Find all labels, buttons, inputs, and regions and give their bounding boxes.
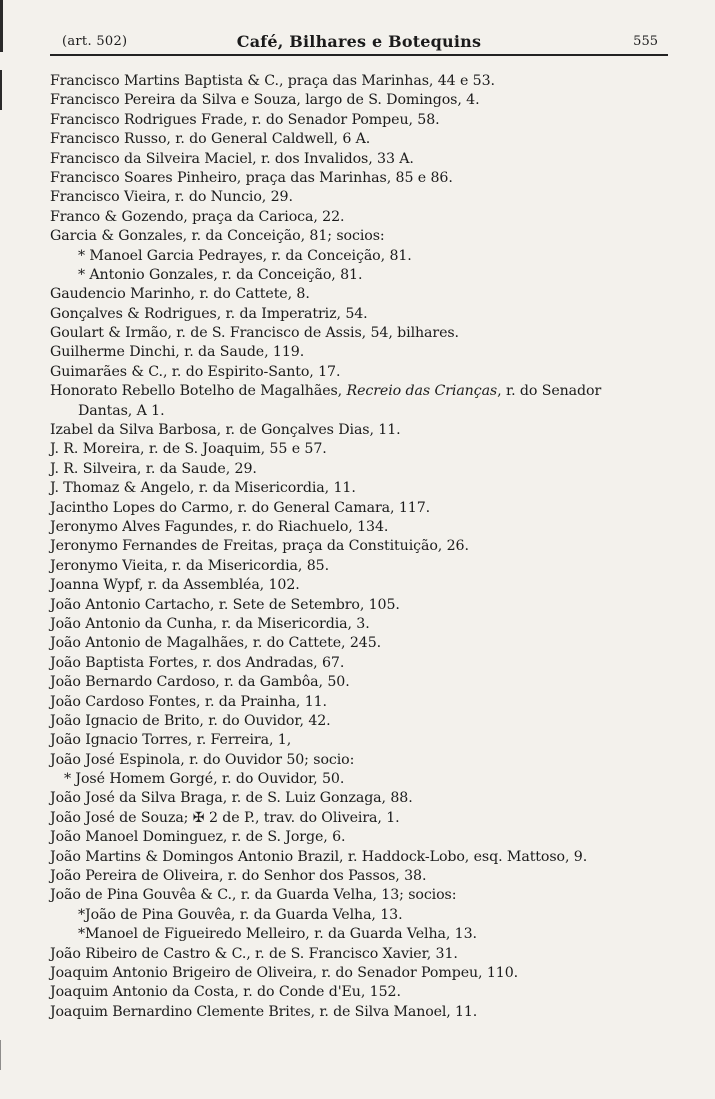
directory-entry (50, 886, 690, 905)
entry-text: Jeronymo Vieita, r. da Misericordia, 85. (50, 557, 329, 574)
directory-entry (50, 654, 690, 673)
entry-text: João José Espinola, r. do Ouvidor 50; socio: (50, 751, 355, 768)
directory-entry (50, 305, 690, 324)
directory-entry (50, 111, 690, 130)
directory-entry (50, 848, 690, 867)
directory-entry (50, 169, 690, 188)
entry-text: Joanna Wypf, r. da Assembléa, 102. (50, 577, 300, 594)
entry-text: Francisco Pereira da Silva e Souza, largo de S. Domingos, 4. (50, 92, 480, 109)
entry-text: Francisco Vieira, r. do Nuncio, 29. (50, 189, 293, 206)
directory-entry (50, 402, 690, 421)
directory-entry (50, 382, 690, 401)
directory-entry (50, 537, 690, 556)
directory-entry (50, 983, 690, 1002)
entry-text: * Antonio Gonzales, r. da Conceição, 81. (78, 266, 363, 283)
entry-text: Francisco Soares Pinheiro, praça das Marinhas, 85 e 86. (50, 169, 453, 186)
directory-entry (50, 557, 690, 576)
entry-text: * Manoel Garcia Pedrayes, r. da Conceição, 81. (78, 247, 412, 264)
entry-text: Jacintho Lopes do Carmo, r. do General Camara, 117. (50, 499, 431, 516)
entry-text: Gonçalves & Rodrigues, r. da Imperatriz, 54. (50, 305, 368, 322)
directory-entry (50, 150, 690, 169)
directory-entry (50, 130, 690, 149)
entry-text: Garcia & Gonzales, r. da Conceição, 81; socios: (50, 228, 385, 245)
directory-entry (50, 828, 690, 847)
directory-entry (50, 634, 690, 653)
directory-entry (50, 576, 690, 595)
entry-text: João Ribeiro de Castro & C., r. de S. Francisco Xavier, 31. (50, 945, 458, 962)
directory-entry (50, 343, 690, 362)
directory-entry (50, 925, 690, 944)
directory-entry (50, 731, 690, 750)
entry-text: * José Homem Gorgé, r. do Ouvidor, 50. (64, 771, 345, 788)
directory-entry (50, 479, 690, 498)
entry-text: João José de Souza; ✠ 2 de P., trav. do Oliveira, 1. (50, 809, 400, 826)
entry-establishment-name: Recreio das Crianças (346, 383, 498, 400)
entry-address: , r. do Senador (497, 383, 602, 400)
directory-entry (50, 208, 690, 227)
entry-text: Joaquim Antonio Brigeiro de Oliveira, r. do Senador Pompeu, 110. (50, 964, 519, 981)
entry-text: Franco & Gozendo, praça da Carioca, 22. (50, 208, 345, 225)
directory-entry (50, 1003, 690, 1022)
entry-text: *João de Pina Gouvêa, r. da Guarda Velha, 13. (78, 906, 403, 923)
scan-edge-mark (0, 70, 2, 110)
entry-text: João Pereira de Oliveira, r. do Senhor dos Passos, 38. (50, 868, 427, 885)
entry-text: João Ignacio de Brito, r. do Ouvidor, 42. (50, 712, 331, 729)
entry-text: João Baptista Fortes, r. dos Andradas, 67. (50, 654, 345, 671)
entry-text: *Manoel de Figueiredo Melleiro, r. da Guarda Velha, 13. (78, 926, 477, 943)
directory-entry (50, 964, 690, 983)
directory-entry (50, 906, 690, 925)
directory-entry (50, 615, 690, 634)
directory-entry (50, 499, 690, 518)
directory-entry (50, 867, 690, 886)
directory-entry (50, 72, 690, 91)
entry-text: João Cardoso Fontes, r. da Prainha, 11. (50, 693, 327, 710)
directory-entry (50, 440, 690, 459)
entry-text: João Antonio da Cunha, r. da Misericordia, 3. (50, 615, 370, 632)
entry-text: Goulart & Irmão, r. de S. Francisco de Assis, 54, bilhares. (50, 325, 459, 342)
entry-text: Francisco Martins Baptista & C., praça das Marinhas, 44 e 53. (50, 73, 495, 89)
directory-entry (50, 324, 690, 343)
entry-text: Joaquim Antonio da Costa, r. do Conde d'Eu, 152. (50, 984, 401, 1001)
entry-text: João Antonio Cartacho, r. Sete de Setembro, 105. (50, 596, 400, 613)
article-reference: (art. 502) (62, 34, 128, 49)
page-number: 555 (633, 34, 658, 49)
entry-text: Dantas, A 1. (78, 402, 165, 419)
directory-entry (50, 247, 690, 266)
directory-entry (50, 596, 690, 615)
directory-entry (50, 188, 690, 207)
entry-text: Francisco Russo, r. do General Caldwell, 6 A. (50, 131, 371, 148)
directory-entry (50, 945, 690, 964)
directory-entry (50, 770, 690, 789)
entry-text: Joaquim Bernardino Clemente Brites, r. de Silva Manoel, 11. (50, 1003, 478, 1020)
directory-entry (50, 421, 690, 440)
section-title: Café, Bilhares e Botequins (236, 32, 482, 51)
directory-entry (50, 460, 690, 479)
directory-entry (50, 363, 690, 382)
entry-text: João Antonio de Magalhães, r. do Cattete, 245. (50, 635, 382, 652)
directory-entry (50, 789, 690, 808)
entry-text: João de Pina Gouvêa & C., r. da Guarda Velha, 13; socios: (50, 887, 457, 904)
entry-text: João Ignacio Torres, r. Ferreira, 1, (50, 732, 292, 749)
entry-text: Francisco Rodrigues Frade, r. do Senador Pompeu, 58. (50, 111, 440, 128)
directory-entry (50, 227, 690, 246)
entry-text: Guilherme Dinchi, r. da Saude, 119. (50, 344, 305, 361)
entry-text: Francisco da Silveira Maciel, r. dos Invalidos, 33 A. (50, 150, 414, 167)
directory-entry (50, 809, 690, 828)
entry-text: J. R. Silveira, r. da Saude, 29. (50, 460, 257, 477)
directory-entry (50, 673, 690, 692)
entry-text: Gaudencio Marinho, r. do Cattete, 8. (50, 286, 310, 303)
scan-edge-mark (0, 0, 3, 52)
entry-text: João Martins & Domingos Antonio Brazil, r. Haddock-Lobo, esq. Mattoso, 9. (50, 848, 588, 865)
entry-text: João José da Silva Braga, r. de S. Luiz Gonzaga, 88. (50, 790, 413, 807)
scan-edge-mark (0, 1040, 1, 1070)
entry-text: João Manoel Dominguez, r. de S. Jorge, 6. (50, 829, 346, 846)
directory-entry (50, 285, 690, 304)
directory-entry (50, 266, 690, 285)
entry-text: J. R. Moreira, r. de S. Joaquim, 55 e 57. (50, 441, 327, 458)
directory-entry (50, 91, 690, 110)
running-header (50, 32, 668, 56)
entry-text: Honorato Rebello Botelho de Magalhães, (50, 383, 343, 400)
entry-text: Guimarães & C., r. do Espirito-Santo, 17. (50, 363, 341, 380)
directory-entry (50, 751, 690, 770)
directory-entry (50, 693, 690, 712)
entry-text: Jeronymo Fernandes de Freitas, praça da Constituição, 26. (50, 538, 469, 555)
directory-entries (50, 72, 690, 1022)
directory-entry (50, 712, 690, 731)
entry-text: Jeronymo Alves Fagundes, r. do Riachuelo, 134. (50, 518, 389, 535)
entry-text: João Bernardo Cardoso, r. da Gambôa, 50. (50, 674, 350, 691)
entry-text: J. Thomaz & Angelo, r. da Misericordia, 11. (50, 480, 356, 497)
directory-entry (50, 518, 690, 537)
entry-text: Izabel da Silva Barbosa, r. de Gonçalves Dias, 11. (50, 422, 401, 439)
